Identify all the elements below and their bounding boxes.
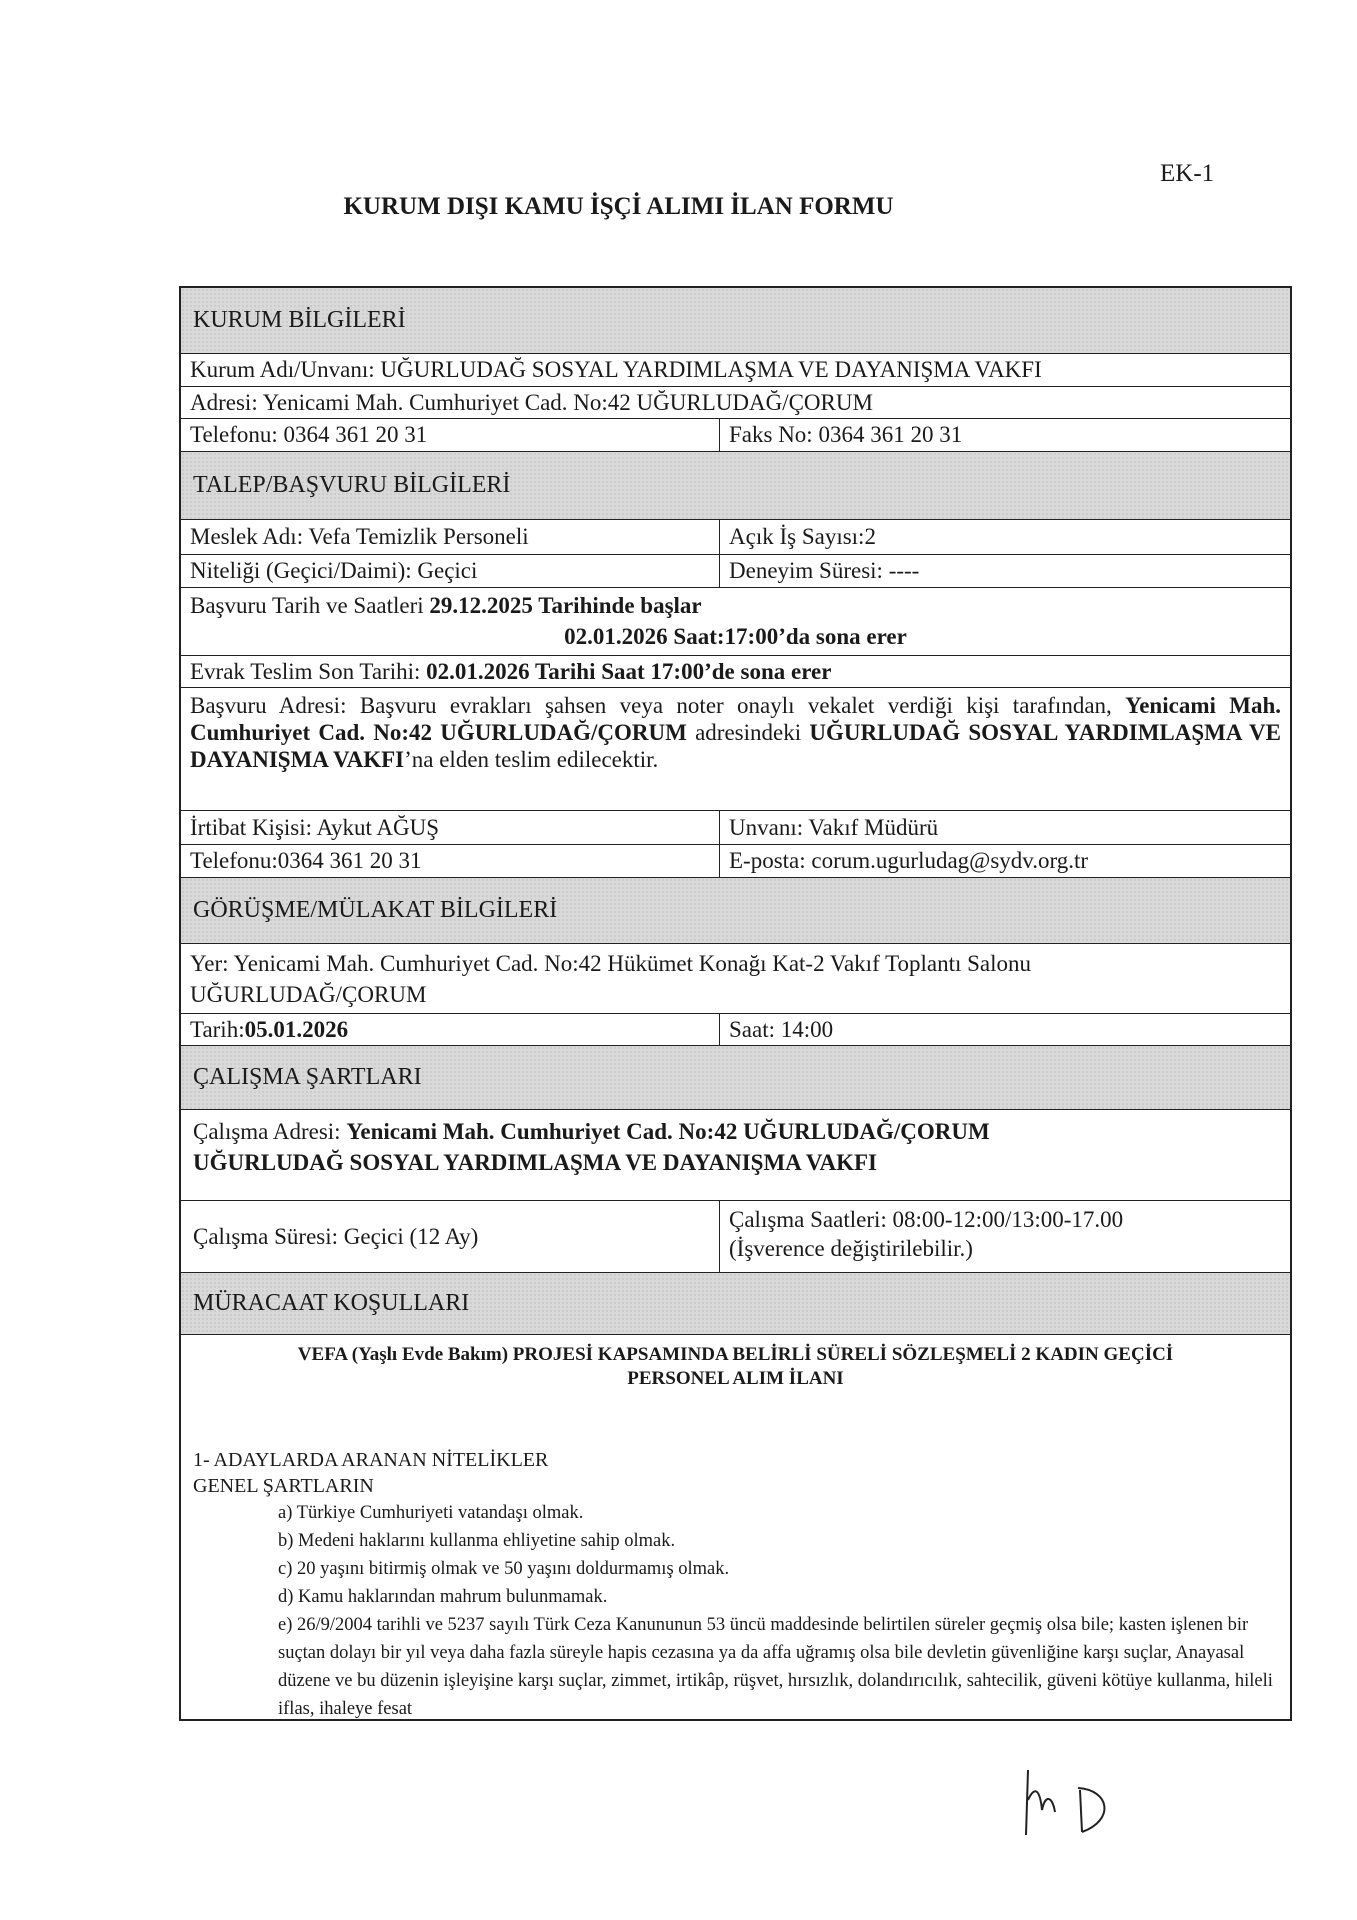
gorusme-saat: Saat: 14:00 [729,1016,834,1042]
list-item: a) Türkiye Cumhuriyeti vatandaşı olmak. [278,1503,584,1523]
calisma-adres-label: Çalışma Adresi: [193,1119,347,1144]
row-irtibat [181,811,1290,845]
deneyim-suresi: Deneyim Süresi: ---- [729,558,920,583]
section-title: MÜRACAAT KOŞULLARI [193,1290,470,1316]
section-title: GÖRÜŞME/MÜLAKAT BİLGİLERİ [193,897,558,923]
row-calisma-suresi [181,1201,1290,1273]
saatler-note: (İşverence değiştirilebilir.) [729,1236,973,1261]
yer-line-1: Yer: Yenicami Mah. Cumhuriyet Cad. No:42 Hükümet Konağı Kat-2 Vakıf Toplantı Salonu [190,951,1032,976]
unvan: Unvanı: Vakıf Müdürü [729,814,939,840]
tarih-label: Tarih: [190,1016,245,1042]
adres-bold: Yenicami Mah. Cumhuriyet Cad. No:42 UĞURLUDAĞ/ÇORUM [190,693,1281,745]
section-header-gorusme [181,878,1290,944]
row-kurum-telefon [181,419,1290,452]
gorusme-tarih [181,1014,720,1045]
basvuru-start: 29.12.2025 Tarihinde başlar [429,593,702,618]
form-title-text: KURUM DIŞI KAMU İŞÇİ ALIMI İLAN FORMU [343,193,894,220]
subsection-heading: GENEL ŞARTLARIN [193,1475,374,1497]
section-header-talep [181,452,1290,520]
list-item: d) Kamu haklarından mahrum bulunmamak. [278,1587,608,1607]
calisma-adres-vakif: UĞURLUDAĞ SOSYAL YARDIMLAŞMA VE DAYANIŞMA VAKFI [193,1150,877,1175]
section-title: TALEP/BAŞVURU BİLGİLERİ [193,472,511,498]
ilan-title-1: VEFA (Yaşlı Evde Bakım) PROJESİ KAPSAMINDA BELİRLİ SÜRELİ SÖZLEŞMELİ 2 KADIN GEÇİCİ [297,1344,1174,1365]
irtibat-kisisi: İrtibat Kişisi: Aykut AĞUŞ [181,811,720,844]
adres-vakif: UĞURLUDAĞ SOSYAL YARDIMLAŞMA VE DAYANIŞMA VAKFI [190,720,1281,772]
row-calisma-adresi [181,1110,1290,1201]
row-iletisim [181,845,1290,878]
signature [1020,1760,1130,1840]
section-header-kurum [181,288,1290,354]
row-tarih [181,1014,1290,1046]
list-item: c) 20 yaşını bitirmiş olmak ve 50 yaşını doldurmamış olmak. [278,1559,730,1579]
saatler: Çalışma Saatleri: 08:00-12:00/13:00-17.00 [729,1207,1124,1232]
ilan-title-2: PERSONEL ALIM İLANI [627,1368,844,1389]
niteligi: Niteliği (Geçici/Daimi): Geçici [181,555,720,587]
kurum-adres: Adresi: Yenicami Mah. Cumhuriyet Cad. No:42 UĞURLUDAĞ/ÇORUM [190,389,873,415]
meslek-adi: Meslek Adı: Vefa Temizlik Personeli [181,520,720,554]
acik-is-sayisi: Açık İş Sayısı:2 [729,524,876,549]
adres-text: ’na elden teslim edilecektir. [404,747,659,772]
form-table [179,286,1292,1721]
row-meslek [181,520,1290,555]
basvuru-tarih [181,588,1290,655]
calisma-adres-value: Yenicami Mah. Cumhuriyet Cad. No:42 UĞURLUDAĞ/ÇORUM [346,1119,990,1144]
form-title [0,193,1357,221]
kurum-faks: Faks No: 0364 361 20 31 [729,422,963,447]
basvuru-adresi [181,688,1290,810]
muracaat-body [181,1335,1290,1719]
adres-text: Başvuru Adresi: Başvuru evrakları şahsen veya noter onaylı vekalet verdiği kişi tarafından, [190,693,1126,718]
section-title: KURUM BİLGİLERİ [193,307,406,333]
row-kurum-adres [181,387,1290,419]
annex-label: EK-1 [1160,160,1215,187]
section-header-calisma [181,1046,1290,1110]
adres-text: adresindeki [686,720,810,745]
row-kurum-adi [181,354,1290,387]
row-basvuru-adresi [181,688,1290,811]
list-item: b) Medeni haklarını kullanma ehliyetine sahip olmak. [278,1531,676,1551]
basvuru-label: Başvuru Tarih ve Saatleri [190,593,430,618]
section-heading: 1- ADAYLARDA ARANAN NİTELİKLER [193,1449,549,1471]
requirements-list [193,1499,1278,1723]
calisma-adresi [181,1110,1290,1200]
evrak-label: Evrak Teslim Son Tarihi: [190,658,421,684]
gorusme-yer [181,944,1290,1013]
section-title: ÇALIŞMA ŞARTLARI [193,1064,422,1090]
eposta: E-posta: corum.ugurludag@sydv.org.tr [729,848,1089,873]
evrak-teslim [181,656,1290,687]
kurum-adi: Kurum Adı/Unvanı: UĞURLUDAĞ SOSYAL YARDIMLAŞMA VE DAYANIŞMA VAKFI [190,357,1042,382]
row-niteligi [181,555,1290,588]
row-yer [181,944,1290,1014]
list-item: e) 26/9/2004 tarihli ve 5237 sayılı Türk Ceza Kanununun 53 üncü maddesinde belirtilen süreler geçmiş olsa bile; kasten işlenen bir suçtan dolayı bir yıl veya daha fazla süreyle hapis cezasına ya da affa uğramış olsa bile devletin güvenliğine karşı suçlar, Anayasal düzene ve bu düzenin işleyişine karşı suçlar, zimmet, irtikâp, rüşvet, hırsızlık, dolandırıcılık, sahtecilik, güveni kötüye kullanma, hileli iflas, ihaleye fesat [278,1615,1273,1719]
yer-line-2: UĞURLUDAĞ/ÇORUM [190,982,427,1007]
tarih-value: 05.01.2026 [244,1016,349,1042]
kurum-telefon: Telefonu: 0364 361 20 31 [181,419,720,451]
calisma-suresi: Çalışma Süresi: Geçici (12 Ay) [181,1201,720,1272]
section-header-muracaat [181,1273,1290,1335]
row-muracaat-body [181,1335,1290,1719]
basvuru-end: 02.01.2026 Saat:17:00’da sona erer [564,624,907,649]
irtibat-telefon: Telefonu:0364 361 20 31 [181,845,720,877]
row-basvuru-tarih [181,588,1290,656]
evrak-value: 02.01.2026 Tarihi Saat 17:00’de sona erer [426,658,832,684]
row-evrak [181,656,1290,688]
calisma-saatleri [720,1201,1290,1272]
